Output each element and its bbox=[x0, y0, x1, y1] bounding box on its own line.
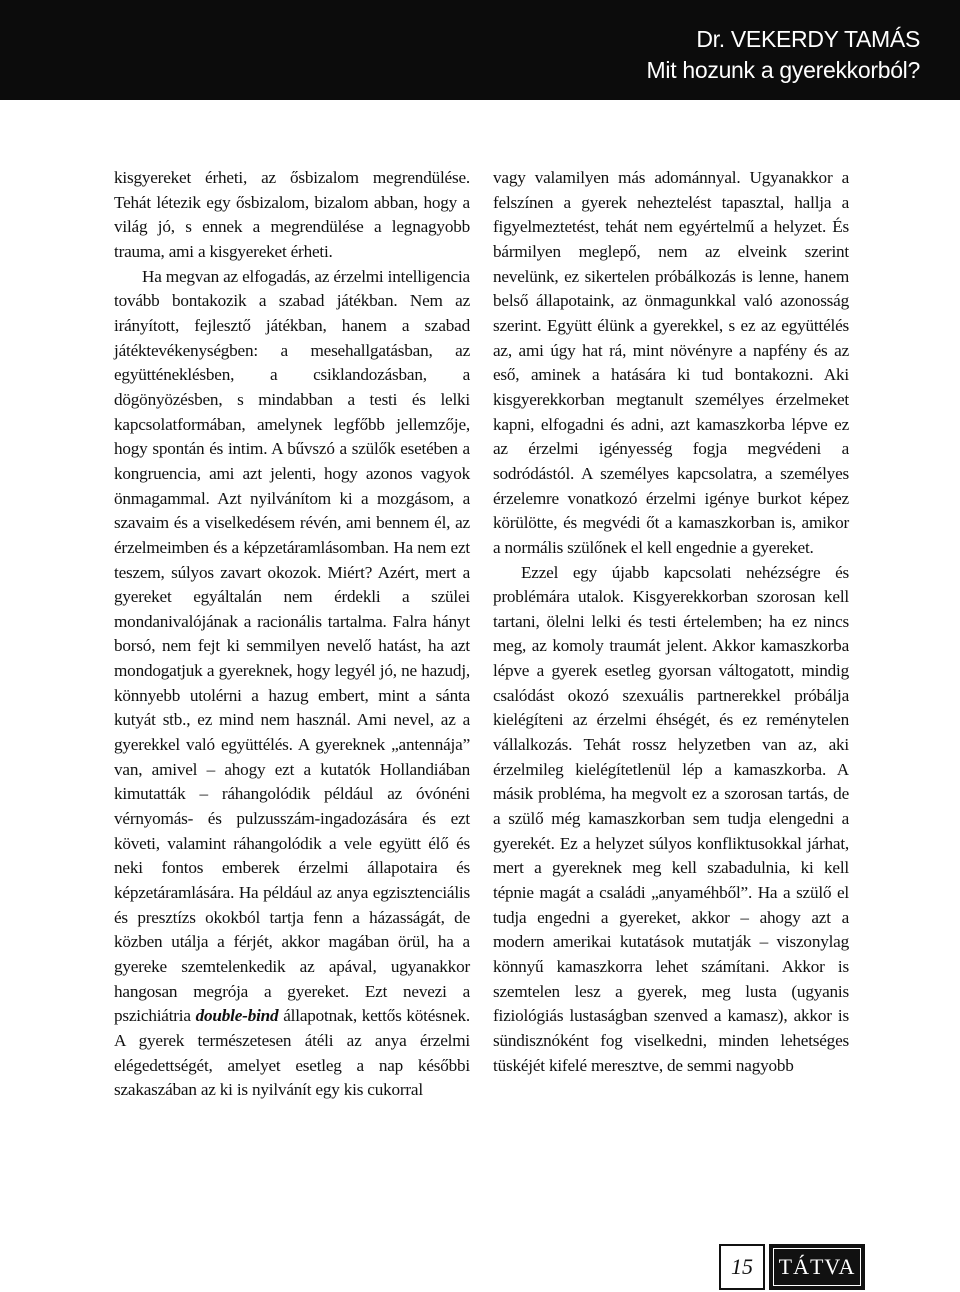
magazine-logo: TÁTVA bbox=[769, 1244, 865, 1290]
paragraph: vagy valamilyen más adománnyal. Ugyanakkor a felszínen a gyerek neheztelést tapasztal, hallja a figyelmeztetést, tehát nem egyértelmű a helyzet. És bármilyen meglepő, nem az elveink szerint nevelünk, ez sikertelen próbálkozás is lenne, hanem belső állapotaink, az önmagunkkal való azonosság szerint. Együtt élünk a gyerekkel, s ez az együttélés az, ami úgy hat rá, mint növényre a napfény és az eső, aminek a hatására ki tud bontakozni. Aki kisgyerekkorban megtanult személyes érzelmeket kapni, elfogadni és adni, azt kamaszkorba lépve ez az érzelmi igényesség fogja megvédeni a sodródástól. A személyes kapcsolatra, a személyes érzelemre vonatkozó érzelmi igénye burkot képez körülötte, és megvédi őt a kamaszkorban is, amikor a normális szülőnek el kell engednie a gyereket. bbox=[493, 168, 849, 557]
header-band bbox=[0, 0, 960, 100]
paragraph: kisgyereket érheti, az ősbizalom megrendülése. Tehát létezik egy ősbizalom, bizalom abban, hogy a világ jó, s ennek a megrendülése a legnagyobb trauma, ami a kisgyereket érheti. bbox=[114, 168, 470, 261]
page-number: 15 bbox=[719, 1244, 765, 1290]
left-column bbox=[114, 166, 470, 1103]
running-header bbox=[647, 24, 920, 86]
paragraph bbox=[114, 265, 470, 1103]
right-column bbox=[493, 166, 849, 1078]
paragraph: Ezzel egy újabb kapcsolati nehézségre és problémára utalok. Kisgyerekkorban szorosan kell tartani, ölelni lelki és testi értelemben; ha ez nincs meg, az komoly traumát jelent. Akkor kamaszkorba lépve a gyerek esetleg gyorsan váltogatott, mindig csalódást okozó szexuális partnerekkel próbálja kielégíteni az érzelmi éhségét, és ez reménytelen vállalkozás. Tehát rossz helyzetben van az, aki érzelmileg kielégítetlenül lép a kamaszkorba. A másik probléma, ha megvolt ez a szorosan tartás, de a szülő még kamaszkorban sem tudja elengedni a gyerekét. Ez a helyzet súlyos konfliktusokkal járhat, mert a gyereknek meg kell szabadulnia, ki kell tépnie magát a családi „anyaméhből”. Ha a szülő el tudja engedni a gyereket, akkor – ahogy azt a modern amerikai kutatások mutatják – viszonylag könnyű kamaszkorra lehet számítani. Akkor is szemtelen lesz a gyerek, meg lusta (ugyanis fiziológiás lustaságban szenved a kamasz), akkor is sündisznóként fog viselkedni, minden lehetséges tüskéjét kifelé meresztve, de semmi nagyobb bbox=[493, 562, 849, 1075]
header-title: Mit hozunk a gyerekkorból? bbox=[646, 57, 920, 83]
paragraph-text: állapotnak, kettős kötésnek. A gyerek természetesen átéli az anya érzelmi elégedettségét, amelyet esetleg a nap későbbi szakaszában az ki is nyilvánít egy kis cukorral bbox=[114, 1006, 470, 1100]
paragraph-text: Ha megvan az elfogadás, az érzelmi intelligencia tovább bontakozik a szabad játékban. Nem az irányított, fejlesztő játékban, hanem a szabad játéktevékenységben: a mesehallgatásban, az együtténeklésben, a csiklandozásban, a dögönyözésben, s mindabban a testi és lelki kapcsolatformában, amelynek legfőbb jellemzője, hogy spontán és intim. A bűvszó a szülők esetében a kongruencia, ami azt jelenti, hogy azonos vagyok önmagammal. Azt nyilvánítom ki a mozgásom, a szavaim és a viselkedésem révén, ami bennem él, az érzelmeimben és a képzetáramlásomban. Ha nem ezt teszem, súlyos zavart okozok. Miért? Azért, mert a gyereket egyáltalán nem érdekli a szülei mondanivalójának a racionális tartalma. Falra hányt borsó, nem fejt ki semmilyen nevelő hatást, ha azt mondogatjuk a gyereknek, hogy legyél jó, ne hazudj, könnyebb utolérni a hazug embert, mint a sánta kutyát stb., ez mind nem használ. Ami nevel, az a gyerekkel való együttélés. A gyereknek „antennája” van, amivel – ahogy ezt a kutatók Hollandiában kimutatták – ráhangolódik például az óvónéni vérnyomás- és pulzusszám-ingadozására és ezt követi, valamint ráhangolódik a vele együtt élő és neki fontos emberek érzelmi állapotaira és képzetáramlására. Ha például az anya egzisztenciális és presztízs okokból tartja fenn a házasságát, de közben utálja a férjét, akkor magában örül, ha a gyereke szemtelenkedik az apával, ugyanakkor hangosan megrója a gyereket. Ezt nevezi a pszichiátria bbox=[114, 266, 470, 1026]
italic-term: double-bind bbox=[195, 1006, 279, 1026]
header-author: Dr. VEKERDY TAMÁS bbox=[696, 26, 920, 52]
